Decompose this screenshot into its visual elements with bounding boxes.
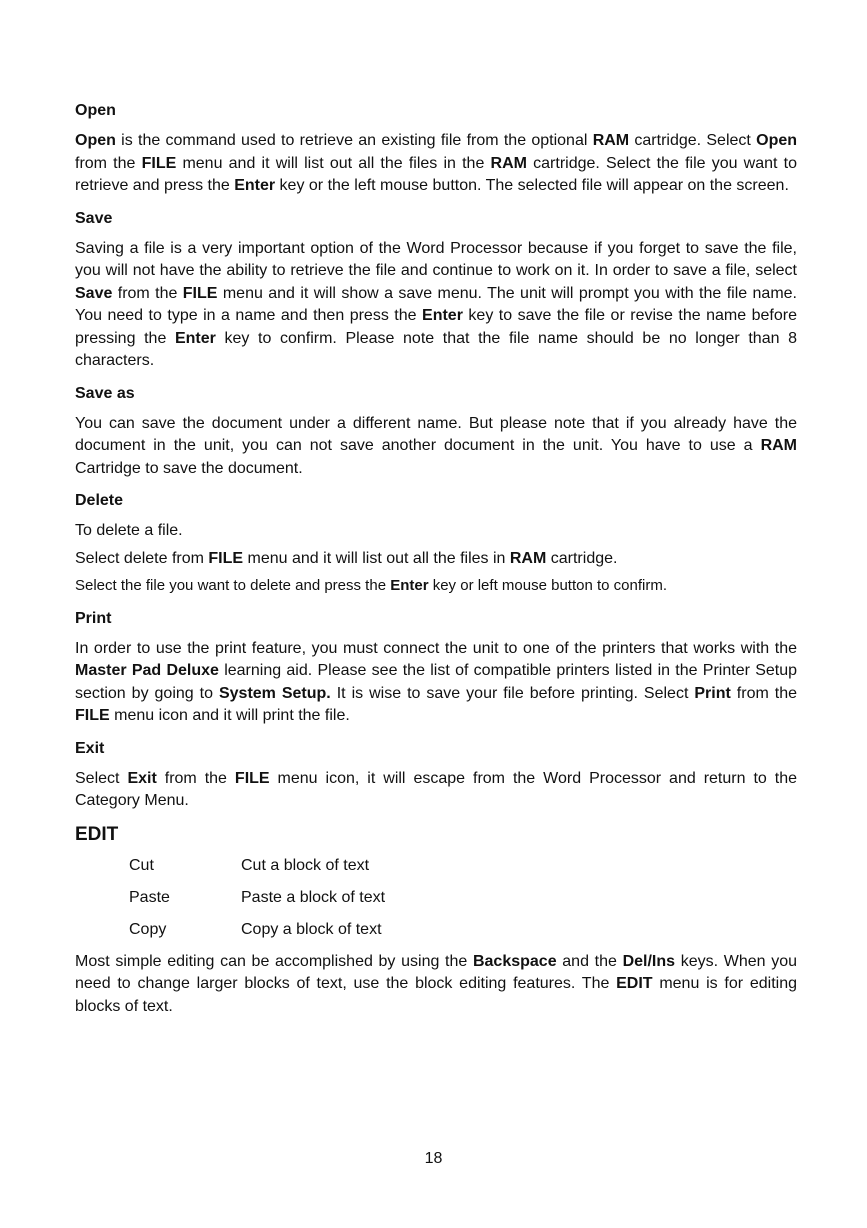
bold-term: Open bbox=[75, 132, 116, 149]
bold-term: RAM bbox=[490, 154, 527, 172]
page-number: 18 bbox=[424, 1150, 443, 1167]
section-save bbox=[75, 208, 797, 373]
paragraph-save: Saving a file is a very important option of the Word Processor because if you forget to save the file, you will not have the ability to retrieve the file and continue to work on it. In order to save a file, select Save from the FILE menu and it will show a save menu. The unit will prompt you with the file name. You need to type in a name and then press the Enter key to save the file or revise the name before pressing the Enter key to confirm. Please note that the file name should be no longer than 8 characters. bbox=[75, 239, 798, 369]
bold-term: System Setup. bbox=[218, 684, 331, 702]
bold-term: FILE bbox=[208, 549, 244, 567]
paragraph-save-as: You can save the document under a different name. But please note that if you already have the document in the unit, you can not save another document in the unit. You have to use a RAM Cartridge to save the document. bbox=[75, 414, 797, 477]
edit-description: Cut a block of text bbox=[241, 856, 370, 874]
heading-save: Save bbox=[75, 209, 113, 227]
bold-term: FILE bbox=[75, 707, 110, 724]
bold-term: Save bbox=[75, 284, 113, 302]
edit-command: Paste bbox=[129, 888, 170, 906]
bold-term: Open bbox=[756, 132, 798, 149]
edit-description: Copy a block of text bbox=[241, 920, 382, 938]
paragraph-delete-2: Select delete from FILE menu and it will list out all the files in RAM cartridge. bbox=[75, 549, 618, 567]
section-delete bbox=[75, 490, 797, 598]
bold-term: Enter bbox=[422, 307, 463, 324]
heading-open: Open bbox=[75, 102, 116, 119]
document-page bbox=[75, 100, 797, 1028]
edit-row-cut bbox=[129, 855, 797, 877]
paragraph-delete-1: To delete a file. bbox=[75, 522, 183, 539]
edit-row-copy bbox=[129, 919, 797, 941]
heading-print: Print bbox=[75, 609, 112, 627]
edit-command: Copy bbox=[129, 920, 167, 938]
bold-term: EDIT bbox=[616, 975, 653, 992]
edit-description: Paste a block of text bbox=[241, 888, 386, 906]
edit-row-paste bbox=[129, 887, 797, 909]
bold-term: Enter bbox=[174, 329, 216, 347]
paragraph-delete-3: Select the file you want to delete and press the Enter key or left mouse button to confirm. bbox=[75, 577, 667, 594]
bold-term: Exit bbox=[127, 769, 157, 787]
paragraph-open: Open is the command used to retrieve an existing file from the optional RAM cartridge. Select Open from the FILE menu and it will list out all the files in the RAM cartridge. Select the file you want to retrieve and press the Enter key or the left mouse button. The selected file will appear on the screen. bbox=[75, 132, 798, 194]
bold-term: Print bbox=[694, 684, 731, 702]
bold-term: Del/Ins bbox=[622, 952, 676, 970]
bold-term: Backspace bbox=[472, 952, 557, 970]
heading-edit: EDIT bbox=[75, 823, 119, 845]
section-exit bbox=[75, 738, 797, 813]
heading-exit: Exit bbox=[75, 739, 105, 757]
bold-term: Master Pad Deluxe bbox=[75, 662, 219, 679]
paragraph-exit: Select Exit from the FILE menu icon, it will escape from the Word Processor and return to the Category Menu. bbox=[75, 769, 798, 809]
section-print bbox=[75, 608, 797, 728]
paragraph-print: In order to use the print feature, you must connect the unit to one of the printers that works with the Master Pad Deluxe learning aid. Please see the list of compatible printers listed in the Printer Setup section by going to System Setup. It is wise to save your file before printing. Select Print from the FILE menu icon and it will print the file. bbox=[75, 639, 798, 724]
bold-term: FILE bbox=[141, 154, 177, 172]
heading-delete: Delete bbox=[75, 492, 124, 509]
bold-term: RAM bbox=[760, 437, 797, 454]
bold-term: RAM bbox=[592, 132, 630, 149]
bold-term: Enter bbox=[234, 177, 276, 194]
paragraph-edit: Most simple editing can be accomplished by using the Backspace and the Del/Ins keys. When you need to change larger blocks of text, use the block editing features. The EDIT menu is for editing blocks of text. bbox=[75, 952, 797, 1015]
bold-term: RAM bbox=[509, 549, 547, 567]
section-edit bbox=[75, 823, 797, 1019]
edit-command: Cut bbox=[129, 856, 154, 874]
bold-term: FILE bbox=[182, 284, 218, 302]
section-open bbox=[75, 100, 797, 198]
bold-term: FILE bbox=[234, 769, 270, 787]
section-save-as bbox=[75, 383, 797, 481]
edit-commands-table bbox=[129, 855, 797, 941]
bold-term: Enter bbox=[390, 577, 429, 594]
heading-save-as: Save as bbox=[75, 384, 135, 402]
